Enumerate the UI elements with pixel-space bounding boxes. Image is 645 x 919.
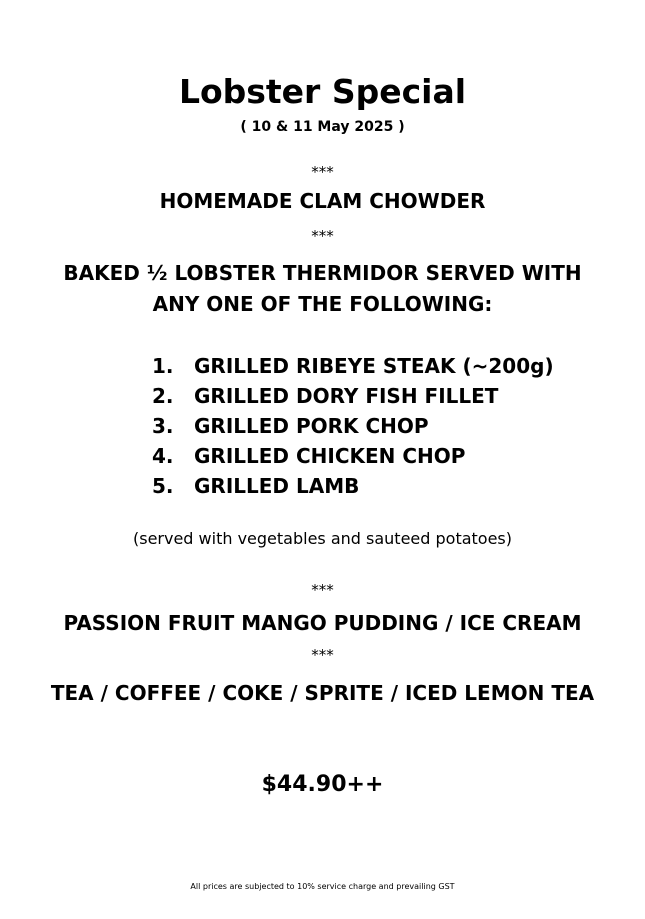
- sides-note: (served with vegetables and sauteed potatoes): [132, 529, 513, 548]
- option-label: GRILLED PORK CHOP: [194, 414, 429, 438]
- footer-note: All prices are subjected to 10% service charge and prevailing GST: [190, 882, 455, 891]
- option-label: GRILLED CHICKEN CHOP: [194, 444, 466, 468]
- option-number: 4.: [152, 444, 174, 468]
- drinks-course: TEA / COFFEE / COKE / SPRITE / ICED LEMON TEA: [50, 681, 595, 705]
- option-number: 2.: [152, 384, 174, 408]
- list-item: [152, 381, 554, 411]
- main-course-line-2: ANY ONE OF THE FOLLOWING:: [152, 292, 493, 316]
- separator-4: ***: [311, 646, 334, 664]
- menu-title: Lobster Special: [178, 72, 467, 111]
- separator-1: ***: [311, 163, 334, 181]
- menu-price: $44.90++: [261, 772, 384, 797]
- separator-2: ***: [311, 227, 334, 245]
- option-number: 5.: [152, 474, 174, 498]
- main-options-list: [152, 351, 554, 501]
- list-item: [152, 441, 554, 471]
- option-label: GRILLED LAMB: [194, 474, 360, 498]
- menu-dates: ( 10 & 11 May 2025 ): [240, 119, 405, 135]
- list-item: [152, 471, 554, 501]
- dessert-course: PASSION FRUIT MANGO PUDDING / ICE CREAM: [63, 611, 582, 635]
- list-item: [152, 411, 554, 441]
- main-course-line-1: BAKED ½ LOBSTER THERMIDOR SERVED WITH: [63, 261, 582, 285]
- option-label: GRILLED DORY FISH FILLET: [194, 384, 499, 408]
- separator-3: ***: [311, 581, 334, 599]
- list-item: [152, 351, 554, 381]
- option-number: 1.: [152, 354, 174, 378]
- soup-course: HOMEMADE CLAM CHOWDER: [159, 189, 486, 213]
- option-number: 3.: [152, 414, 174, 438]
- option-label: GRILLED RIBEYE STEAK (~200g): [194, 354, 554, 378]
